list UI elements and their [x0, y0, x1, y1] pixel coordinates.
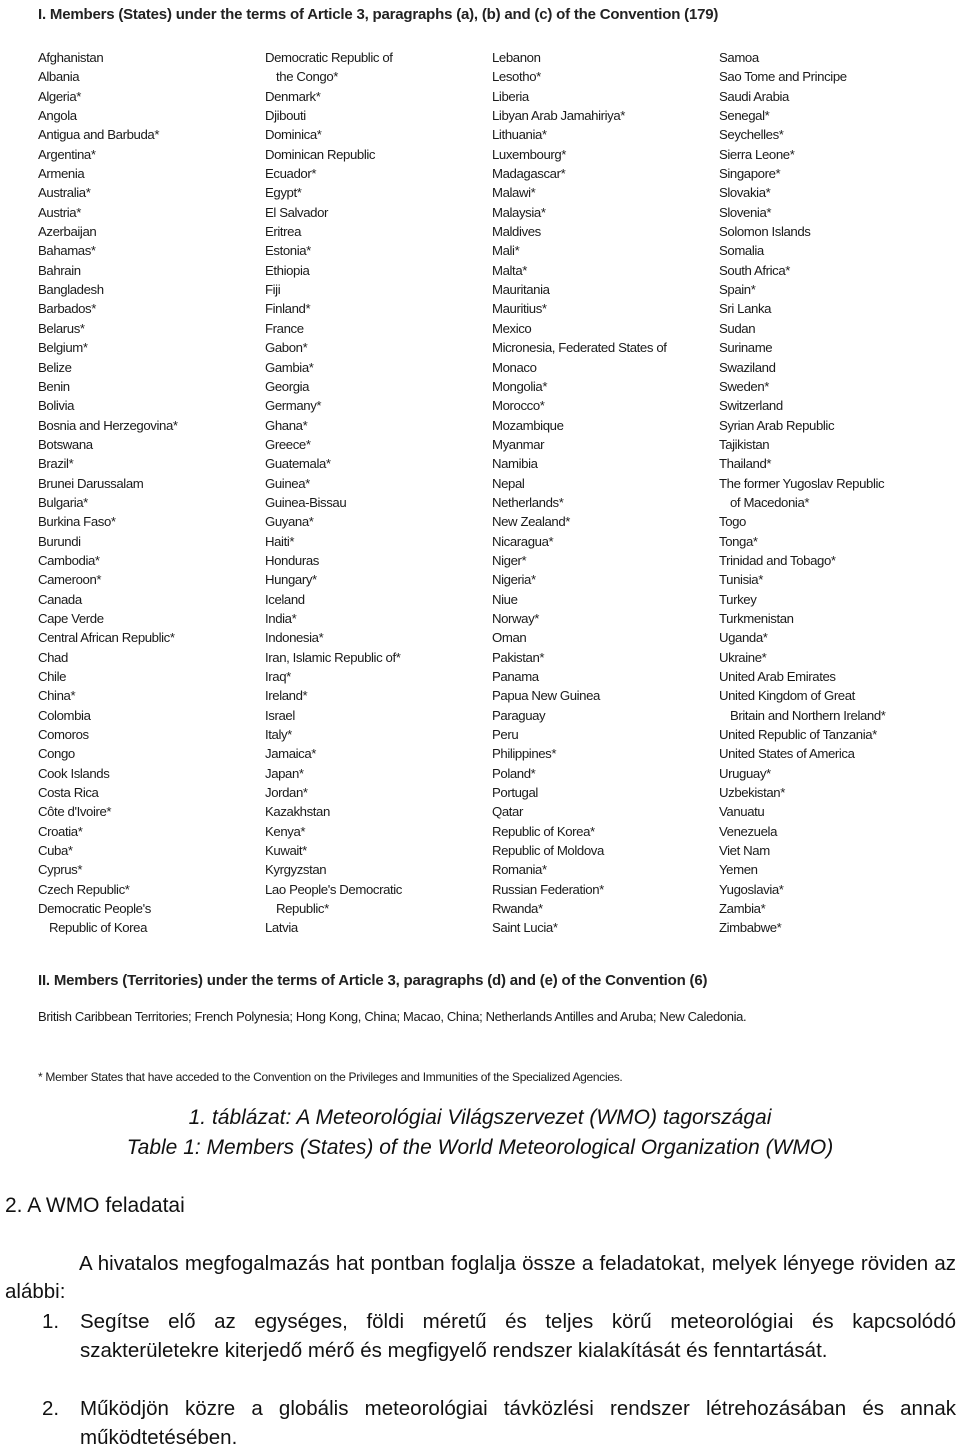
member-entry: Nigeria*	[492, 572, 536, 588]
member-entry: Democratic People's	[38, 901, 151, 917]
member-entry: Democratic Republic of	[265, 50, 393, 65]
member-entry: Cape Verde	[38, 610, 104, 626]
member-entry: Chile	[38, 669, 67, 684]
member-entry: Maldives	[492, 224, 541, 240]
member-entry: Ghana*	[265, 417, 308, 433]
member-entry: Czech Republic*	[38, 881, 130, 897]
member-entry: El Salvador	[265, 204, 329, 220]
member-entry: Nepal	[492, 475, 525, 491]
member-entry: Venezuela	[719, 823, 777, 839]
member-entry: Israel	[265, 707, 295, 723]
member-entry: Mongolia*	[492, 378, 548, 394]
list-item-text: Segítse elő az egységes, földi méretű és teljes körű meteorológiai és kapcsolódó szakterületekre kiterjedő mérő és megfigyelő rendszer kialakítását és fenntartását.	[80, 1310, 956, 1362]
member-entry: Sweden*	[719, 378, 769, 394]
member-entry: Portugal	[492, 785, 538, 801]
member-entry: Syrian Arab Republic	[719, 417, 835, 433]
member-entry: Cameroon*	[38, 572, 102, 588]
member-entry: Fiji	[265, 282, 281, 298]
member-entry: Seychelles*	[719, 127, 784, 143]
member-entry: Kuwait*	[265, 843, 307, 859]
member-entry: Iraq*	[265, 669, 291, 684]
member-entry: Central African Republic*	[38, 630, 175, 646]
member-entry: United States of America	[719, 746, 855, 762]
member-entry: Jamaica*	[265, 746, 317, 762]
member-entry: Yemen	[719, 862, 758, 878]
member-entry: Mali*	[492, 243, 520, 259]
member-entry: Bolivia	[38, 398, 75, 414]
member-entry: Norway*	[492, 610, 540, 626]
member-entry: Cuba*	[38, 843, 73, 859]
member-entry: Algeria*	[38, 88, 81, 104]
member-entry: Italy*	[265, 727, 292, 743]
member-entry: Denmark*	[265, 88, 321, 104]
member-entry: Belgium*	[38, 340, 88, 356]
member-entry: Iceland	[265, 591, 305, 607]
member-entry: Australia*	[38, 185, 91, 201]
caption-english: Table 1: Members (States) of the World Meteorological Organization (WMO)	[126, 1136, 834, 1159]
member-entry: Antigua and Barbuda*	[38, 127, 160, 143]
member-entry: Gabon*	[265, 340, 308, 356]
member-entry: Slovenia*	[719, 204, 772, 220]
member-entry: Dominican Republic	[265, 146, 376, 162]
member-entry: China*	[38, 688, 76, 704]
member-entry: Angola	[38, 108, 77, 124]
list-item-text: Működjön közre a globális meteorológiai távközlési rendszer létrehozásában és annak működtetésében.	[80, 1397, 956, 1449]
member-entry: Kenya*	[265, 823, 306, 839]
member-entry: Papua New Guinea	[492, 688, 600, 704]
member-entry: Honduras	[265, 552, 319, 568]
member-entry: Guyana*	[265, 514, 314, 530]
member-entry: Comoros	[38, 727, 89, 743]
member-entry: Republic*	[276, 901, 329, 917]
member-entry: Spain*	[719, 282, 756, 298]
member-entry: Colombia	[38, 707, 91, 723]
member-entry: Paraguay	[492, 707, 546, 723]
member-entry: Hungary*	[265, 572, 317, 588]
member-entry: Djibouti	[265, 108, 306, 124]
list-item-number: 1.	[42, 1310, 60, 1333]
list-item	[42, 1395, 956, 1452]
members-column-4	[719, 48, 941, 938]
member-entry: Panama	[492, 669, 539, 684]
member-entry: Rwanda*	[492, 901, 543, 917]
member-entry: Uruguay*	[719, 765, 771, 781]
member-entry: Belarus*	[38, 320, 85, 336]
caption-hungarian: 1. táblázat: A Meteorológiai Világszervezet (WMO) tagországai	[188, 1106, 772, 1129]
member-entry: Japan*	[265, 765, 304, 781]
member-entry: Saudi Arabia	[719, 88, 789, 104]
member-entry: Qatar	[492, 804, 523, 820]
member-entry: Armenia	[38, 166, 85, 182]
member-entry: Slovakia*	[719, 185, 771, 201]
member-entry: Costa Rica	[38, 785, 99, 801]
member-entry: Turkey	[719, 591, 757, 607]
member-entry: Mexico	[492, 320, 532, 336]
member-entry: Togo	[719, 514, 746, 530]
member-entry: Swaziland	[719, 359, 776, 375]
member-entry: Zambia*	[719, 901, 766, 917]
member-entry: Republic of Korea	[49, 920, 148, 936]
member-entry: Lesotho*	[492, 69, 541, 85]
member-entry: United Arab Emirates	[719, 669, 836, 684]
member-entry: Egypt*	[265, 185, 302, 201]
member-entry: Monaco	[492, 359, 537, 375]
member-entry: Singapore*	[719, 166, 781, 182]
member-entry: Gambia*	[265, 359, 314, 375]
member-entry: Luxembourg*	[492, 146, 567, 162]
member-entry: United Kingdom of Great	[719, 688, 855, 704]
list-item	[42, 1308, 956, 1365]
member-entry: Iran, Islamic Republic of*	[265, 649, 401, 665]
member-entry: Mauritius*	[492, 301, 547, 317]
member-entry: The former Yugoslav Republic	[719, 475, 885, 491]
member-entry: Nicaragua*	[492, 533, 554, 549]
member-entry: Botswana	[38, 436, 93, 452]
member-entry: Tonga*	[719, 533, 758, 549]
member-entry: Turkmenistan	[719, 610, 794, 626]
member-entry: Jordan*	[265, 785, 308, 801]
member-entry: Trinidad and Tobago*	[719, 552, 836, 568]
member-entry: Ethiopia	[265, 262, 310, 278]
member-entry: Cook Islands	[38, 765, 110, 781]
member-entry: Barbados*	[38, 301, 96, 317]
member-entry: Somalia	[719, 243, 764, 259]
member-entry: Dominica*	[265, 127, 322, 143]
member-entry: Vanuatu	[719, 804, 765, 820]
member-entry: Ukraine*	[719, 649, 767, 665]
member-entry: New Zealand*	[492, 514, 571, 530]
member-entry: Kazakhstan	[265, 804, 330, 820]
member-entry: India*	[265, 610, 297, 626]
section2-heading: II. Members (Territories) under the terms of Article 3, paragraphs (d) and (e) of the Convention (6)	[38, 972, 708, 989]
member-entry: Niue	[492, 591, 518, 607]
member-entry: Lao People's Democratic	[265, 881, 402, 897]
member-entry: Tajikistan	[719, 436, 770, 452]
footnote: * Member States that have acceded to the Convention on the Privileges and Immunities of the Specialized Agencies.	[38, 1070, 623, 1084]
member-entry: Burundi	[38, 533, 81, 549]
member-entry: Malawi*	[492, 185, 536, 201]
member-entry: Switzerland	[719, 398, 783, 414]
member-entry: Republic of Korea*	[492, 823, 595, 839]
member-entry: Namibia	[492, 456, 538, 472]
member-entry: United Republic of Tanzania*	[719, 727, 877, 743]
member-entry: Guatemala*	[265, 456, 331, 472]
member-entry: Afghanistan	[38, 50, 104, 65]
member-entry: Malaysia*	[492, 204, 546, 220]
member-entry: Latvia	[265, 920, 298, 936]
members-column-2	[265, 48, 487, 938]
member-entry: Pakistan*	[492, 649, 545, 665]
member-entry: Georgia	[265, 378, 310, 394]
member-entry: Brunei Darussalam	[38, 475, 144, 491]
member-entry: Madagascar*	[492, 166, 566, 182]
member-entry: Chad	[38, 649, 68, 665]
member-entry: Malta*	[492, 262, 527, 278]
member-entry: Liberia	[492, 88, 529, 104]
section1-heading: I. Members (States) under the terms of Article 3, paragraphs (a), (b) and (c) of the Convention (179)	[38, 6, 719, 23]
members-column-3	[492, 48, 714, 938]
member-entry: Belize	[38, 359, 72, 375]
member-entry: Oman	[492, 630, 527, 646]
member-entry: Samoa	[719, 50, 759, 65]
member-entry: Sri Lanka	[719, 301, 772, 317]
member-entry: Tunisia*	[719, 572, 763, 588]
member-entry: Suriname	[719, 340, 773, 356]
member-entry: Mauritania	[492, 282, 550, 298]
territories-list: British Caribbean Territories; French Polynesia; Hong Kong, China; Macao, China; Netherlands Antilles and Aruba; New Caledonia.	[38, 1009, 747, 1024]
member-entry: Austria*	[38, 204, 81, 220]
member-entry: Netherlands*	[492, 494, 564, 510]
member-entry: Libyan Arab Jamahiriya*	[492, 108, 626, 124]
member-entry: Bulgaria*	[38, 494, 88, 510]
member-entry: Congo	[38, 746, 75, 762]
member-entry: Sao Tome and Principe	[719, 69, 847, 85]
member-entry: Ireland*	[265, 688, 308, 704]
member-entry: Benin	[38, 378, 70, 394]
member-entry: Niger*	[492, 552, 527, 568]
list-item-number: 2.	[42, 1397, 60, 1420]
member-entry: Solomon Islands	[719, 224, 811, 240]
member-entry: Finland*	[265, 301, 311, 317]
member-entry: Myanmar	[492, 436, 545, 452]
member-entry: Azerbaijan	[38, 224, 97, 240]
member-entry: Indonesia*	[265, 630, 324, 646]
member-entry: Republic of Moldova	[492, 843, 604, 859]
member-entry: the Congo*	[276, 69, 338, 85]
member-entry: Burkina Faso*	[38, 514, 116, 530]
member-entry: Yugoslavia*	[719, 881, 784, 897]
member-entry: Kyrgyzstan	[265, 862, 327, 878]
member-entry: Mozambique	[492, 417, 564, 433]
member-entry: Canada	[38, 591, 82, 607]
member-entry: Peru	[492, 727, 519, 743]
member-entry: Albania	[38, 69, 80, 85]
member-entry: Senegal*	[719, 108, 770, 124]
member-entry: Guinea-Bissau	[265, 494, 347, 510]
member-entry: Croatia*	[38, 823, 83, 839]
member-entry: Haiti*	[265, 533, 295, 549]
member-entry: Lebanon	[492, 50, 541, 65]
member-entry: Uzbekistan*	[719, 785, 785, 801]
member-entry: Guinea*	[265, 475, 310, 491]
member-entry: Poland*	[492, 765, 536, 781]
member-entry: Sudan	[719, 320, 756, 336]
member-entry: Russian Federation*	[492, 881, 604, 897]
member-entry: Bangladesh	[38, 282, 104, 298]
members-column-1	[38, 48, 260, 938]
member-entry: Zimbabwe*	[719, 920, 782, 936]
member-entry: Bahrain	[38, 262, 81, 278]
member-entry: Argentina*	[38, 146, 96, 162]
member-entry: Thailand*	[719, 456, 772, 472]
section-title: 2. A WMO feladatai	[5, 1194, 185, 1217]
member-entry: Brazil*	[38, 456, 74, 472]
member-entry: Lithuania*	[492, 127, 547, 143]
member-entry: Morocco*	[492, 398, 545, 414]
intro-paragraph: A hivatalos megfogalmazás hat pontban foglalja össze a feladatokat, melyek lényege röviden az alábbi:	[5, 1252, 956, 1303]
member-entry: Côte d'Ivoire*	[38, 804, 112, 820]
member-entry: Micronesia, Federated States of	[492, 340, 667, 356]
member-entry: Britain and Northern Ireland*	[730, 707, 886, 723]
member-entry: Ecuador*	[265, 166, 317, 182]
member-entry: of Macedonia*	[730, 494, 810, 510]
member-entry: Eritrea	[265, 224, 302, 240]
member-entry: Uganda*	[719, 630, 768, 646]
member-entry: Germany*	[265, 398, 322, 414]
member-entry: Estonia*	[265, 243, 311, 259]
member-entry: Bosnia and Herzegovina*	[38, 417, 178, 433]
member-entry: Sierra Leone*	[719, 146, 795, 162]
member-entry: Cyprus*	[38, 862, 83, 878]
member-entry: Romania*	[492, 862, 547, 878]
member-entry: South Africa*	[719, 262, 791, 278]
member-entry: Saint Lucia*	[492, 920, 558, 936]
member-entry: France	[265, 320, 304, 336]
member-entry: Bahamas*	[38, 243, 96, 259]
member-entry: Greece*	[265, 436, 311, 452]
member-entry: Philippines*	[492, 746, 557, 762]
member-entry: Cambodia*	[38, 552, 100, 568]
member-entry: Viet Nam	[719, 843, 770, 859]
